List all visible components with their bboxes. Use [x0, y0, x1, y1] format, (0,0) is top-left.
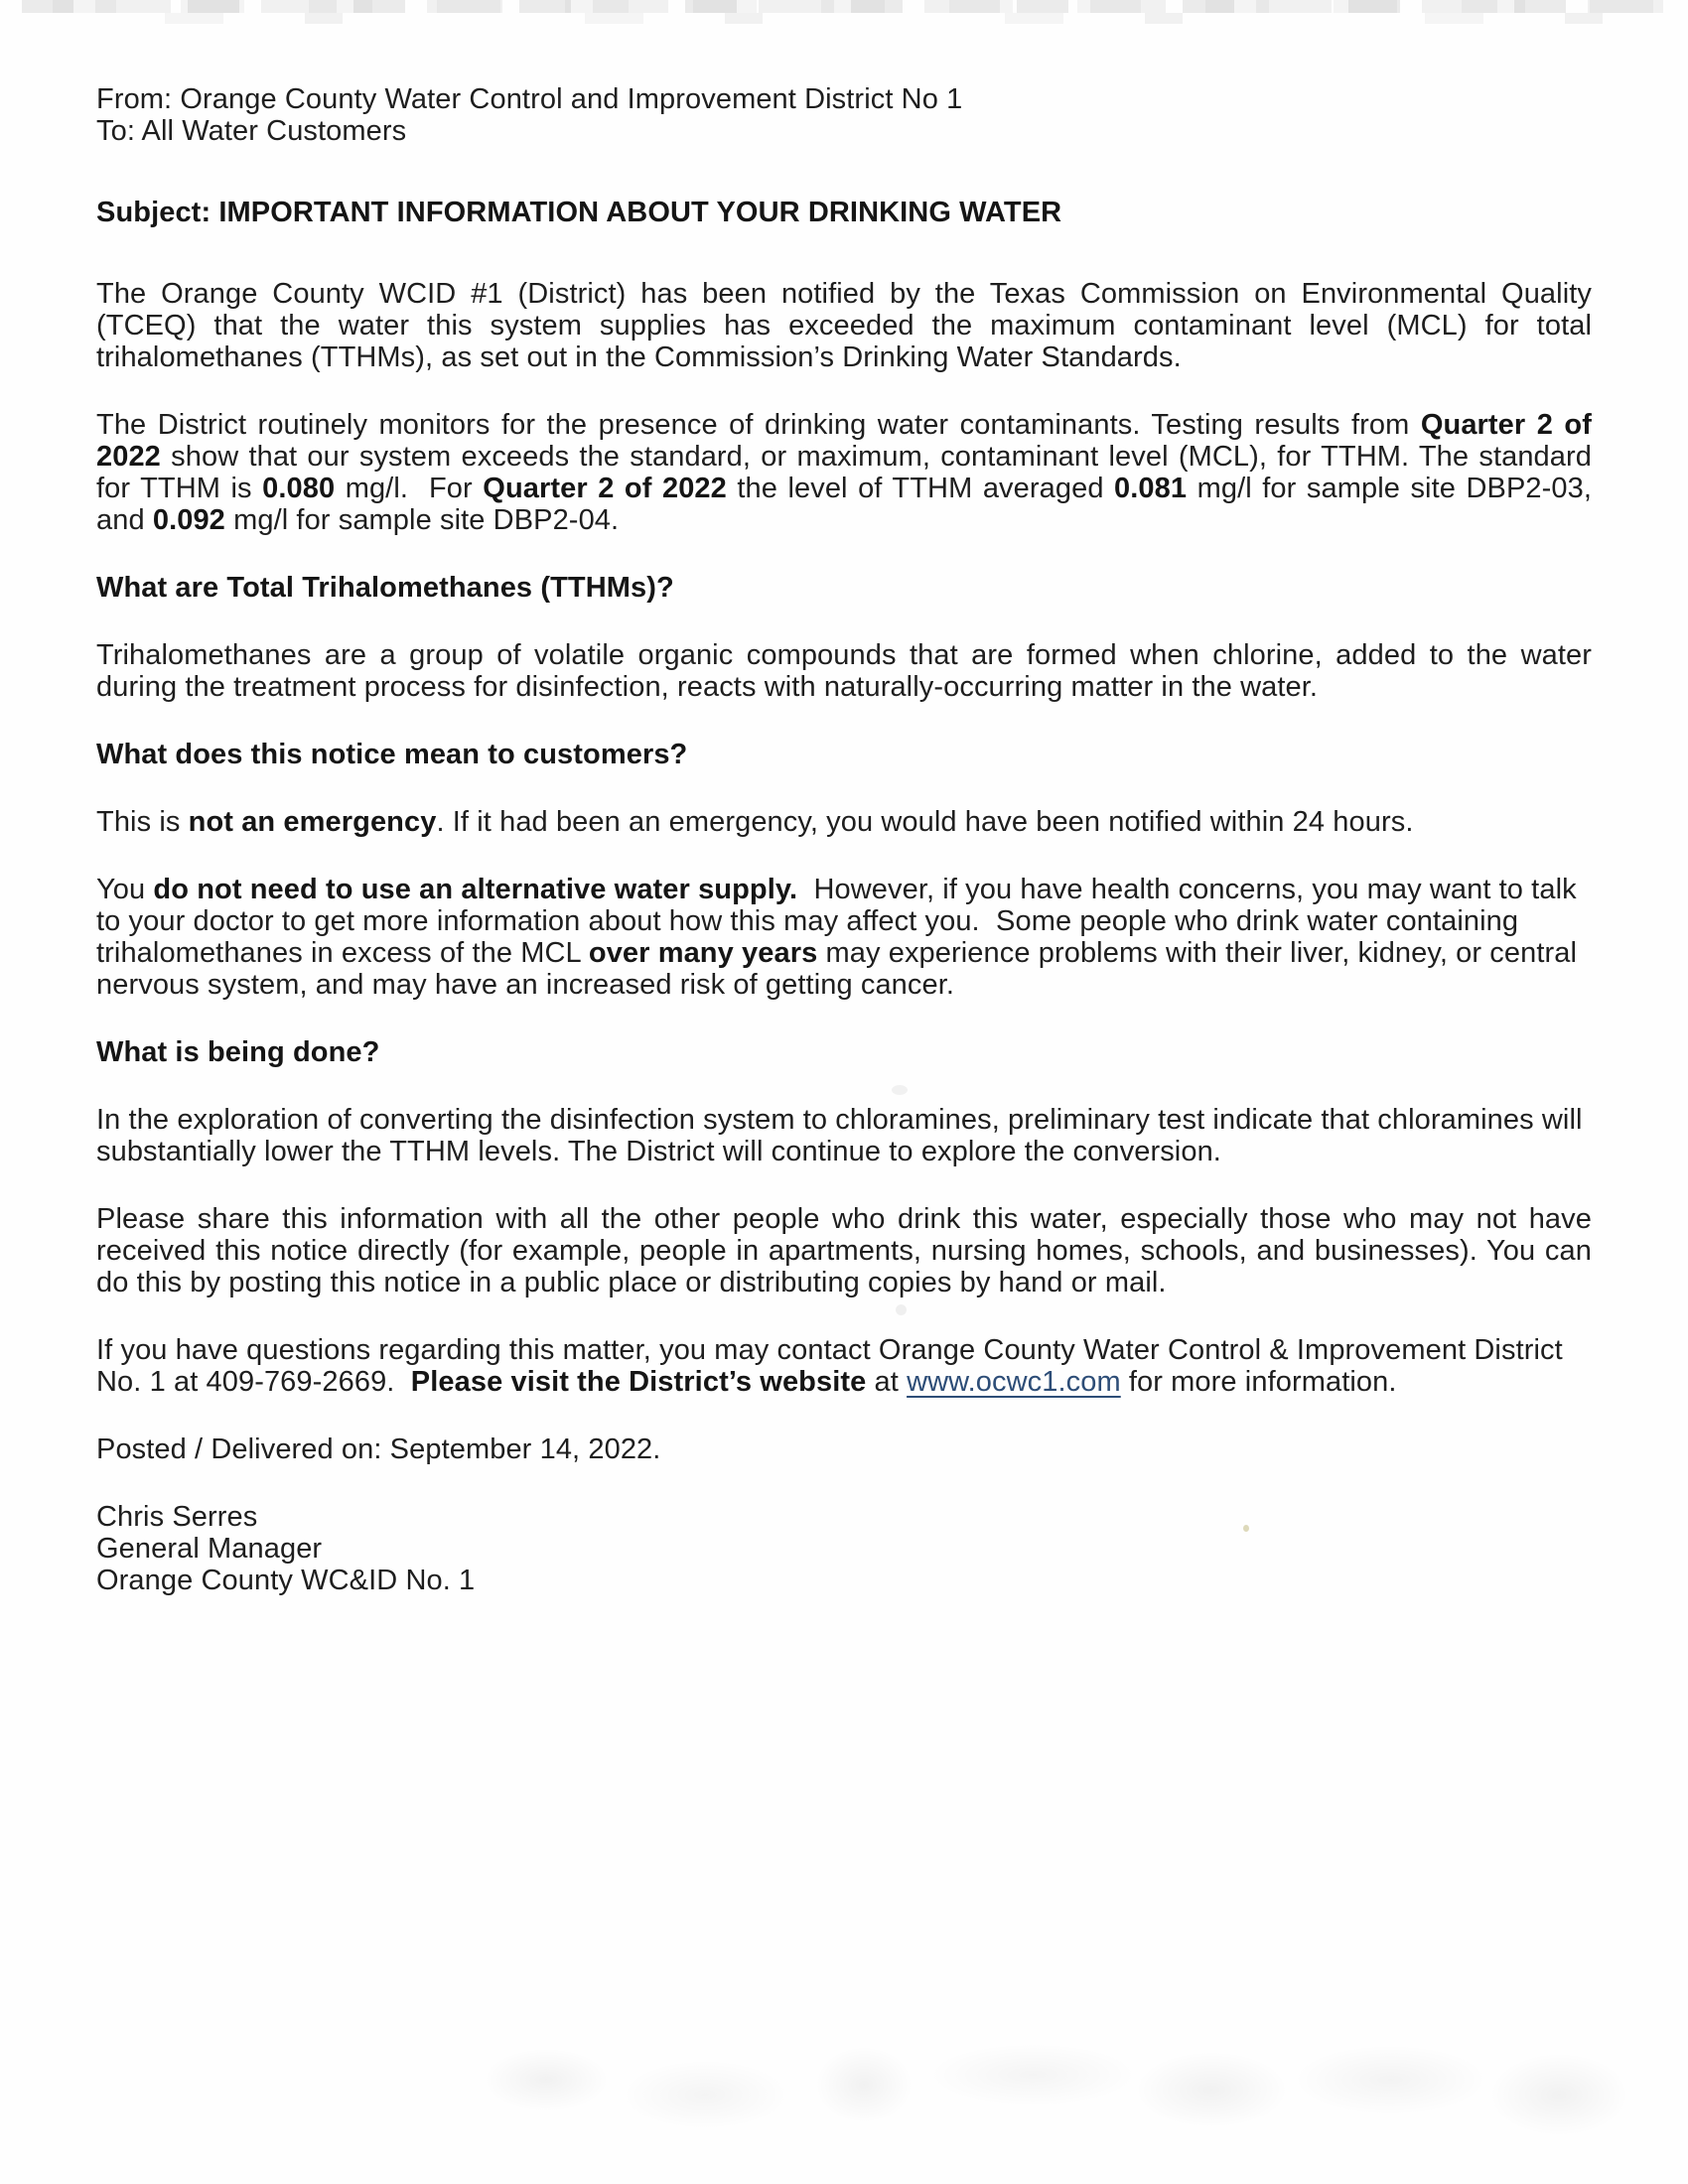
text-run: mg/l for sample site DBP2-03, and [96, 473, 1592, 536]
text-run: The District routinely monitors for the presence of drinking water contaminants. Testing results from [96, 409, 1421, 441]
website-link[interactable]: www.ocwc1.com [907, 1366, 1121, 1398]
contact-paragraph [96, 1334, 1592, 1398]
posted-date-line [96, 1433, 1592, 1465]
scan-speck [1243, 1525, 1249, 1532]
bold-text: not an emergency [188, 806, 437, 838]
from-line [96, 83, 1592, 115]
bold-text: What are Total Trihalomethanes (TTHMs)? [96, 572, 674, 604]
text-run: mg/l. For [335, 473, 484, 504]
bold-text: Quarter 2 of 2022 [483, 473, 727, 504]
text-run: Orange County WC&ID No. 1 [96, 1565, 476, 1596]
to-line [96, 115, 1592, 147]
tthm-definition-paragraph [96, 639, 1592, 703]
alternative-supply-paragraph [96, 874, 1592, 1001]
text-run: This is [96, 806, 189, 838]
text-run: Trihalomethanes are a group of volatile organic compounds that are formed when chlorine, added to the water during the treatment process for disinfection, reacts with naturally-occurring matter in the water. [96, 639, 1592, 703]
bold-text: What is being done? [96, 1036, 380, 1068]
text-run: the level of TTHM averaged [726, 473, 1115, 504]
text-run: To: All Water Customers [96, 115, 407, 147]
bold-text: over many years [588, 937, 818, 969]
text-run: at [866, 1366, 908, 1398]
testing-results-paragraph [96, 409, 1592, 536]
scan-artifact-bottom [387, 2025, 1688, 2174]
signature-name [96, 1501, 1592, 1533]
bold-text: 0.080 [262, 473, 336, 504]
text-run: Please share this information with all the other people who drink this water, especially those who may not have received this notice directly (for example, people in apartments, nursing homes, schools, and businesses). You can do this by posting this notice in a public place or distributing copies by hand or mail. [96, 1203, 1592, 1298]
signature-org [96, 1565, 1592, 1596]
text-run: may experience problems with their liver, kidney, or central nervous system, and may have an increased risk of getting cancer. [96, 937, 1578, 1001]
emergency-paragraph [96, 806, 1592, 838]
scan-artifact-top-secondary [44, 13, 1658, 24]
bold-text: do not need to use an alternative water supply. [153, 874, 798, 905]
heading-what-are-tthms [96, 572, 1592, 604]
bold-text: Subject: IMPORTANT INFORMATION ABOUT YOUR DRINKING WATER [96, 197, 1062, 228]
subject-line [96, 197, 1592, 228]
text-run: If you have questions regarding this matter, you may contact Orange County Water Control & Improvement District No. 1 at 409-769-2669. [96, 1334, 1563, 1398]
scan-speck [896, 1304, 907, 1315]
text-run: for more information. [1120, 1366, 1397, 1398]
text-run: You [96, 874, 154, 905]
bold-text: 0.092 [152, 504, 225, 536]
text-run: . If it had been an emergency, you would have been notified within 24 hours. [436, 806, 1414, 838]
heading-notice-meaning [96, 739, 1592, 770]
bold-text: Please visit the District’s website [410, 1366, 867, 1398]
bold-text: Quarter 2 of 2022 [96, 409, 1592, 473]
text-run: mg/l for sample site DBP2-04. [224, 504, 620, 536]
text-run: Posted / Delivered on: September 14, 2022. [96, 1433, 661, 1465]
bold-text: What does this notice mean to customers? [96, 739, 688, 770]
text-run: In the exploration of converting the disinfection system to chloramines, preliminary test indicate that chloramines will substantially lower the TTHM levels. The District will continue to explore the conversion. [96, 1104, 1583, 1167]
heading-what-is-being-done [96, 1036, 1592, 1068]
document-body [96, 83, 1592, 1596]
text-run: The Orange County WCID #1 (District) has been notified by the Texas Commission on Environmental Quality (TCEQ) that the water this system supplies has exceeded the maximum contaminant level (MCL) for total trihalomethanes (TTHMs), as set out in the Commission’s Drinking Water Standards. [96, 278, 1592, 373]
text-run: show that our system exceeds the standard, or maximum, contaminant level (MCL), for TTHM. The standard for TTHM is [96, 441, 1592, 504]
chloramines-paragraph [96, 1104, 1592, 1167]
text-run: However, if you have health concerns, you may want to talk to your doctor to get more information about how this may affect you. Some people who drink water containing trihalomethanes in excess of the MCL [96, 874, 1577, 969]
text-run: From: Orange County Water Control and Improvement District No 1 [96, 83, 963, 115]
share-info-paragraph [96, 1203, 1592, 1298]
signature-title [96, 1533, 1592, 1565]
notification-paragraph [96, 278, 1592, 373]
bold-text: 0.081 [1114, 473, 1188, 504]
scan-speck [892, 1085, 908, 1095]
text-run: General Manager [96, 1533, 323, 1565]
text-run: Chris Serres [96, 1501, 258, 1533]
scan-artifact-top [22, 0, 1676, 13]
